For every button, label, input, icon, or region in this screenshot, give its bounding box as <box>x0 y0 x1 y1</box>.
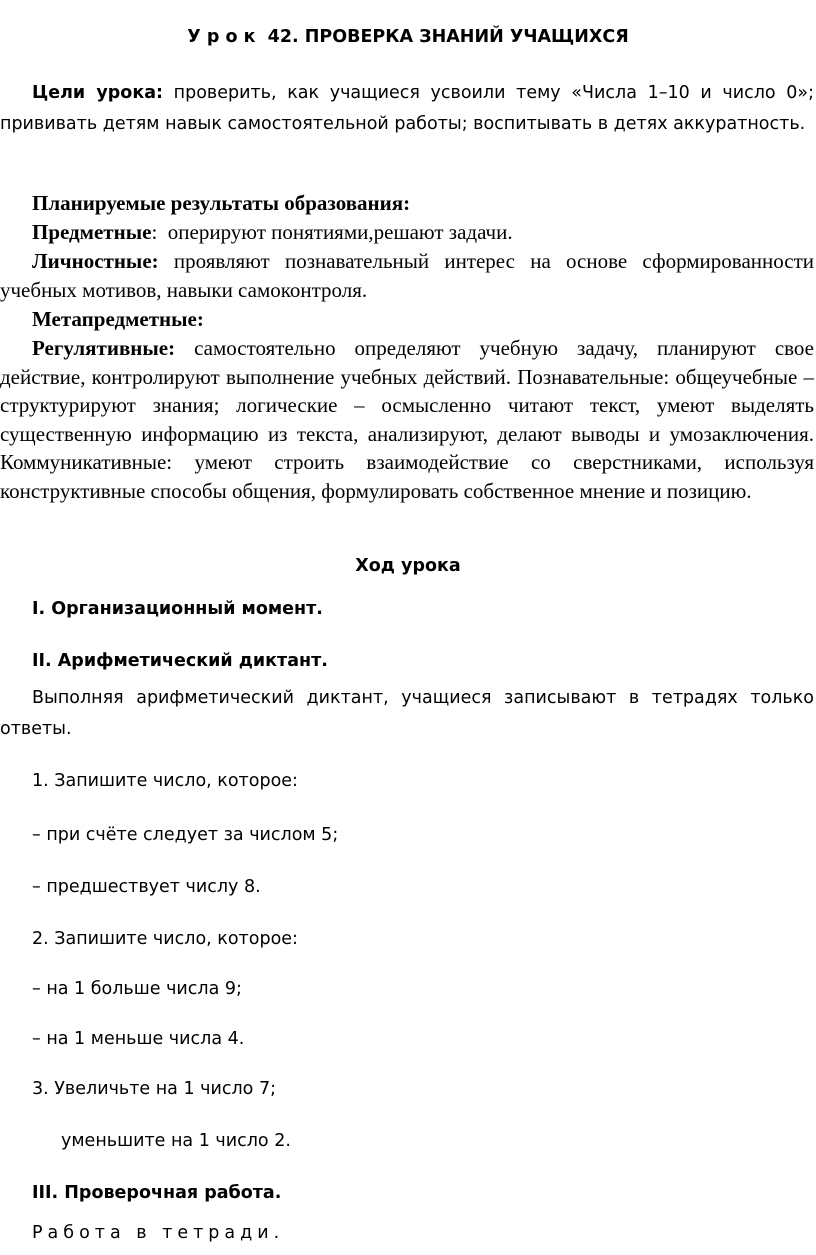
dictation-intro: Выполняя арифметический диктант, учащиеся записывают в тетрадях только ответы. <box>0 688 814 739</box>
section-dictation: II. Арифметический диктант. <box>32 651 328 671</box>
lesson-goals <box>0 78 816 140</box>
regulative-text: самостоятельно определяют учебную задачу, планируют свое действие, контролируют выполнение учебных действий. Познавательные: общеучебные – структурируют знания; логические – осмысленно читают текст, умеют выделять существенную информацию из текста, анализируют, делают выводы и умозаключения. Коммуникативные: умеют строить взаимодействие со сверстниками, используя конструктивные способы общения, формулировать собственное мнение и позицию. <box>0 336 814 503</box>
goals-label: Цели урока: <box>32 83 164 103</box>
goals-text: проверить, как учащиеся усвоили тему «Числа 1–10 и число 0»; прививать детям навык самостоятельной работы; воспитывать в детях аккуратность. <box>0 83 815 134</box>
task-3: 3. Увеличьте на 1 число 7; <box>32 1079 276 1099</box>
meta-results-heading: Метапредметные: <box>32 307 204 331</box>
regulative-label: Регулятивные: <box>32 336 176 360</box>
task-1-a: – при счёте следует за числом 5; <box>32 825 339 845</box>
task-2: 2. Запишите число, которое: <box>32 929 298 949</box>
subject-label: Предметные <box>32 220 152 244</box>
task-3-b: уменьшите на 1 число 2. <box>61 1131 291 1151</box>
planned-results-heading: Планируемые результаты образования: <box>32 191 411 215</box>
task-2-a: – на 1 больше числа 9; <box>32 979 242 999</box>
regulative-results <box>0 334 816 505</box>
notebook-work: Работа в тетради. <box>32 1223 285 1243</box>
lesson-title-prefix: У р о к <box>187 27 256 47</box>
task-1-b: – предшествует числу 8. <box>32 877 261 897</box>
personal-results <box>0 247 816 304</box>
task-2-b: – на 1 меньше числа 4. <box>32 1029 245 1049</box>
personal-text: проявляют познавательный интерес на основе сформированности учебных мотивов, навыки самоконтроля. <box>0 249 814 302</box>
subject-results <box>0 218 816 247</box>
lesson-flow-heading: Ход урока <box>355 556 461 576</box>
personal-label: Личностные: <box>32 249 159 273</box>
lesson-title <box>0 22 816 53</box>
subject-text: : оперируют понятиями,решают задачи. <box>151 220 513 244</box>
lesson-title-text: 42. ПРОВЕРКА ЗНАНИЙ УЧАЩИХСЯ <box>255 27 629 47</box>
section-organizational: I. Организационный момент. <box>32 599 323 619</box>
section-check-work: III. Проверочная работа. <box>32 1183 282 1203</box>
task-1: 1. Запишите число, которое: <box>32 771 298 791</box>
